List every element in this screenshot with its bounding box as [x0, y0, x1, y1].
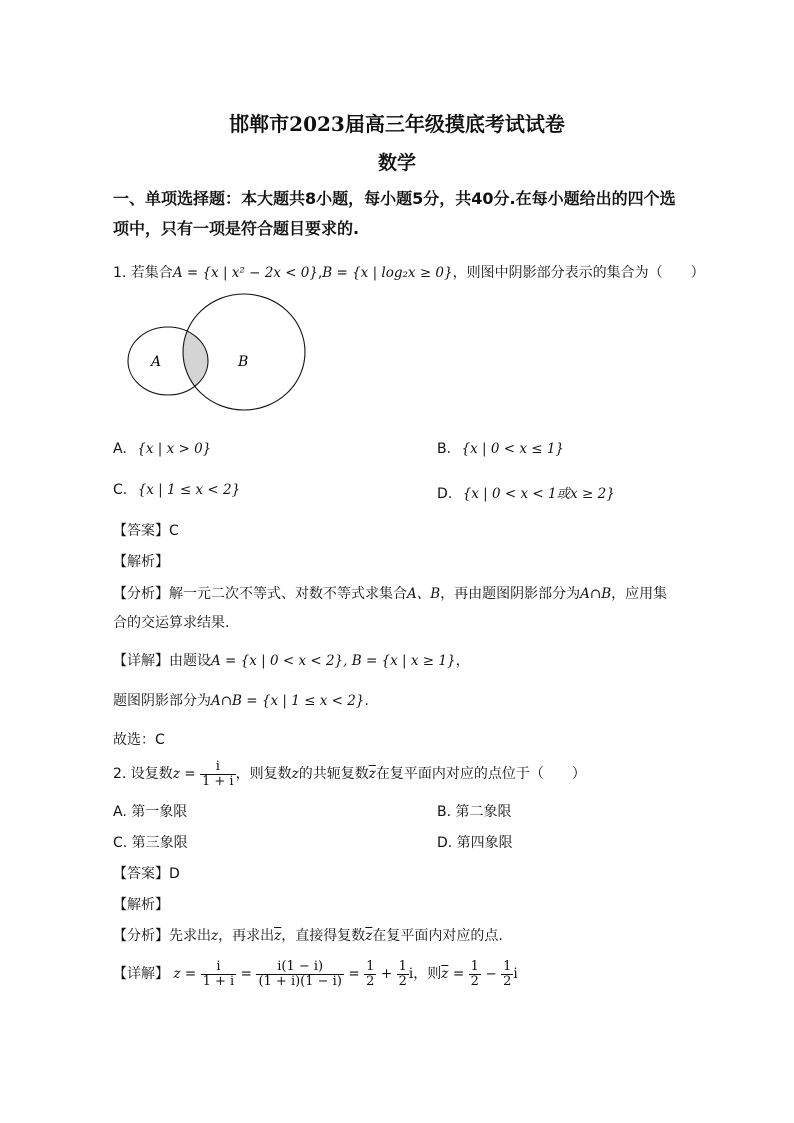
fenxi-text: ，再求出: [218, 928, 275, 944]
q1-fenxi-line1: [113, 582, 667, 603]
detail-eq: =: [452, 966, 465, 983]
q1-shadow: [113, 690, 369, 710]
fenxi-zbar: $\overline{z}$: [274, 928, 282, 944]
detail-frac-2: [256, 960, 343, 988]
q2-text: ，则复数: [235, 766, 292, 783]
fenxi-tag: 【分析】: [113, 928, 169, 944]
frac-den: 2: [470, 973, 479, 989]
fenxi-text: 在复平面内对应的点.: [372, 928, 503, 944]
q2-option-b: B. 第二象限: [437, 804, 512, 820]
venn-label-b: B: [238, 354, 249, 370]
q1-analysis-tag: 【解析】: [113, 554, 169, 570]
fenxi-zbar: $\overline{z}$: [365, 928, 373, 944]
detail-i: i: [513, 966, 518, 983]
shaded-intersection: [183, 294, 305, 410]
frac-den: (1 + i)(1 − i): [258, 973, 342, 989]
frac-num: 1: [503, 959, 512, 974]
q2-zbar: $\overline{z}$: [368, 766, 376, 783]
q1-suffix: ，则图中阴影部分表示的集合为（ ）: [452, 265, 705, 281]
frac-den: 2: [398, 973, 407, 989]
detail-text: ，: [455, 653, 470, 669]
q2-text: 的共轭复数: [298, 766, 369, 783]
detail-eq: =: [348, 966, 360, 983]
q1-option-c: [113, 482, 240, 498]
frac-den: 2: [366, 973, 375, 989]
q2-answer: [113, 863, 180, 883]
detail-plus: +: [380, 966, 393, 983]
q2-suffix: 在复平面内对应的点位于（ ）: [375, 766, 586, 783]
frac-den: 1 + i: [202, 973, 235, 989]
detail-frac-4: [397, 960, 409, 988]
q2-stem: [113, 760, 586, 788]
q2-fraction: [200, 760, 236, 788]
q2-z: z: [291, 766, 299, 783]
detail-zbar: $\overline{z}$: [441, 966, 449, 983]
page-title: 邯郸市2023届高三年级摸底考试试卷: [229, 112, 565, 136]
option-letter: B.: [437, 441, 452, 457]
detail-text: 由题设: [169, 653, 211, 669]
detail-frac-5: [469, 960, 481, 988]
q2-analysis-tag: 【解析】: [113, 897, 169, 913]
fenxi-text: 解一元二次不等式、对数不等式求集合: [169, 586, 407, 602]
q1-option-b: [437, 441, 564, 457]
fenxi-text: ，再由题图阴影部分为: [440, 586, 581, 602]
option-letter: D.: [437, 486, 453, 502]
subject-title: 数学: [377, 152, 416, 174]
q2-z-eq: z =: [172, 766, 196, 783]
answer-value: C: [169, 523, 179, 539]
frac-num: i: [200, 760, 236, 775]
detail-i: i: [408, 966, 414, 983]
venn-label-a: A: [151, 354, 162, 370]
q1-answer: [113, 520, 179, 540]
section-heading-line2: 项中，只有一项是符合题目要求的.: [113, 219, 360, 238]
section-heading-line1: 一、单项选择题：本大题共8小题，每小题5分，共40分.在每小题给出的四个选: [113, 189, 676, 208]
option-letter: C.: [113, 482, 128, 498]
q1-set-a: A = {x | x² − 2x < 0}: [172, 265, 318, 281]
detail-eq: =: [240, 966, 252, 983]
shadow-text: .: [364, 693, 369, 709]
option-text: {x | 0 < x ≤ 1}: [461, 441, 565, 457]
detail-minus: −: [485, 966, 497, 983]
fenxi-text: ，应用集: [611, 586, 668, 602]
detail-expr: A = {x | 0 < x < 2}, B = {x | x ≥ 1}: [211, 653, 456, 669]
q1-detail: [113, 650, 470, 670]
q1-option-d: [437, 482, 615, 502]
frac-den: 2: [503, 973, 512, 989]
answer-tag: 【答案】: [113, 523, 169, 539]
frac-num: 1: [470, 959, 479, 974]
q2-detail: [113, 960, 518, 988]
detail-frac-1: [201, 960, 237, 988]
fenxi-tag: 【分析】: [113, 586, 169, 602]
fenxi-text: ，直接得复数: [281, 928, 366, 944]
option-letter: A.: [113, 441, 127, 457]
venn-diagram: [120, 290, 320, 420]
detail-tag: 【详解】: [113, 966, 169, 983]
fenxi-sets: A、B: [407, 586, 441, 602]
frac-num: 1: [366, 959, 375, 974]
shadow-text: 题图阴影部分为: [113, 693, 211, 709]
option-text: {x | x > 0}: [137, 441, 212, 457]
frac-num: i(1 − i): [256, 960, 343, 975]
detail-tag: 【详解】: [113, 653, 169, 669]
fenxi-z: z: [211, 928, 219, 944]
q2-fenxi: [113, 925, 503, 945]
q2-option-a: A. 第一象限: [113, 804, 188, 820]
detail-frac-3: [364, 960, 376, 988]
q2-option-d: D. 第四象限: [437, 835, 513, 851]
fenxi-text: 先求出: [169, 928, 211, 944]
frac-num: i: [201, 960, 237, 975]
q1-set-b: B = {x | log₂x ≥ 0}: [322, 265, 453, 281]
q2-prefix: 2. 设复数: [113, 766, 173, 783]
detail-frac-6: [501, 960, 513, 988]
q1-fenxi-line2: 合的交运算求结果.: [113, 615, 230, 631]
shadow-expr: A∩B = {x | 1 ≤ x < 2}: [211, 693, 365, 709]
detail-z-eq: z =: [173, 966, 197, 983]
q1-prefix: 1. 若集合: [113, 265, 173, 281]
frac-den: 1 + i: [201, 773, 234, 789]
q2-option-c: C. 第三象限: [113, 835, 188, 851]
fenxi-expr: A∩B: [580, 586, 612, 602]
answer-tag: 【答案】: [113, 866, 169, 882]
q1-stem: 1. 若集合A = {x | x² − 2x < 0},B = {x | log₂x ≥ 0}，则图中阴影部分表示的集合为（ ）: [113, 265, 705, 281]
q1-choose: 故选：C: [113, 732, 165, 748]
option-text: {x | 0 < x < 1或x ≥ 2}: [462, 486, 615, 502]
detail-text: ，则: [413, 966, 442, 983]
q1-option-a: [113, 441, 211, 457]
frac-num: 1: [398, 959, 407, 974]
option-text: {x | 1 ≤ x < 2}: [137, 482, 241, 498]
answer-value: D: [169, 866, 180, 882]
